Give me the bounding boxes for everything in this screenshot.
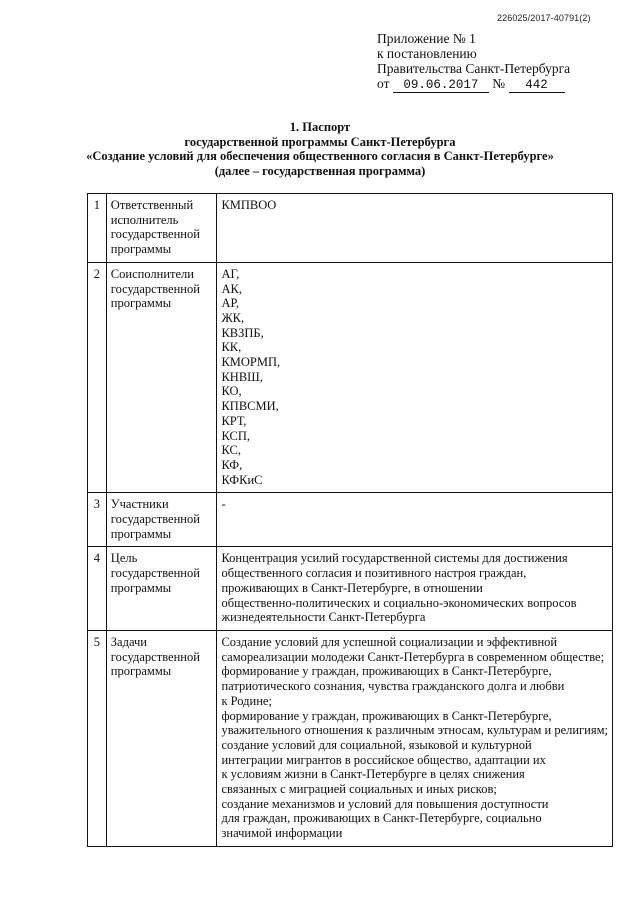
field-value-line: КФ,: [221, 457, 243, 472]
field-name-line: государственной: [110, 566, 200, 581]
title-line-3: «Создание условий для обеспечения общественного согласия в Санкт-Петербурге»: [86, 149, 554, 163]
table-row: [88, 630, 613, 846]
field-value-line: Создание условий для успешной социализации и эффективной: [221, 634, 558, 649]
title-line-2: государственной программы Санкт-Петербурга: [184, 134, 456, 149]
field-value-line: КСП,: [221, 428, 250, 443]
field-value-line: связанных с миграцией социальных и иных рисков;: [221, 782, 497, 797]
row-field-value: [217, 493, 613, 547]
appendix-line-3: Правительства Санкт-Петербурга: [377, 61, 571, 76]
appendix-line-2: к постановлению: [377, 46, 477, 61]
field-value-line: КНВШ,: [221, 369, 263, 384]
row-field-value: [217, 194, 613, 263]
field-name-line: программы: [110, 296, 172, 311]
row-number: 1: [88, 194, 107, 263]
field-name-line: государственной: [110, 649, 200, 664]
field-value-line: -: [221, 497, 226, 512]
appendix-date-line: [377, 76, 570, 93]
field-value-line: формирование у граждан, проживающих в Санкт-Петербурге,: [221, 664, 552, 679]
field-name-line: исполнитель: [110, 212, 179, 227]
field-name-line: государственной: [110, 512, 200, 527]
row-field-name: [106, 493, 217, 547]
row-number: 3: [88, 493, 107, 547]
field-value-line: самореализации молодежи Санкт-Петербурга в современном обществе;: [221, 649, 605, 664]
field-value-line: АР,: [221, 296, 239, 311]
field-value-line: АК,: [221, 281, 242, 296]
field-name-line: программы: [110, 526, 172, 541]
field-value-line: КМОРМП,: [221, 355, 281, 370]
field-name-line: Участники: [110, 497, 169, 512]
passport-table: [87, 193, 613, 847]
field-value-line: КРТ,: [221, 413, 247, 428]
field-value-line: КФКиС: [221, 472, 263, 487]
field-value-line: общественного согласия и позитивного настроя граждан,: [221, 566, 527, 581]
field-name-line: Ответственный: [110, 198, 194, 212]
field-value-line: интеграции мигрантов в российское общество, адаптации их: [221, 752, 546, 767]
field-value-line: патриотического сознания, чувства гражданского долга и любви: [221, 679, 565, 694]
appendix-header: [377, 31, 570, 93]
field-value-line: ЖК,: [221, 310, 245, 325]
passport-table-body: [88, 194, 613, 847]
row-field-value: [217, 630, 613, 846]
row-number: 2: [88, 262, 107, 493]
field-name-line: Соисполнители: [110, 266, 194, 281]
number-label: №: [492, 76, 506, 91]
field-value-line: формирование у граждан, проживающих в Санкт-Петербурге,: [221, 708, 552, 723]
field-value-line: значимой информации: [221, 826, 343, 841]
appendix-line-1: Приложение № 1: [377, 31, 476, 46]
field-name-line: Цель: [110, 551, 138, 566]
row-field-value: [217, 547, 613, 631]
field-value-line: общественно-политических и социально-экономических вопросов: [221, 595, 577, 610]
from-label: от: [377, 76, 390, 91]
field-name-line: программы: [110, 580, 172, 595]
field-value-line: уважительного отношения к различным этносам, культурам и религиям;: [221, 723, 608, 738]
field-name-line: государственной: [110, 227, 200, 242]
row-number: 4: [88, 547, 107, 631]
row-number: 5: [88, 630, 107, 846]
field-value-line: КО,: [221, 384, 242, 399]
field-name-line: программы: [110, 242, 172, 257]
field-value-line: для граждан, проживающих в Санкт-Петербурге, социально: [221, 811, 542, 826]
field-value-line: создание механизмов и условий для повышения доступности: [221, 796, 549, 811]
field-value-line: проживающих в Санкт-Петербурге, в отношении: [221, 580, 483, 595]
field-value-line: создание условий для социальной, языковой и культурной: [221, 737, 532, 752]
row-field-name: [106, 547, 217, 631]
field-value-line: жизнедеятельности Санкт-Петербурга: [221, 610, 426, 625]
field-value-line: Концентрация усилий государственной системы для достижения: [221, 551, 568, 566]
table-row: [88, 262, 613, 493]
field-value-line: к Родине;: [221, 693, 272, 708]
decree-number: 442: [509, 79, 565, 93]
decree-date: 09.06.2017: [393, 79, 489, 93]
title-line-4: (далее – государственная программа): [214, 163, 426, 178]
field-value-line: КПВСМИ,: [221, 399, 279, 414]
document-id: 226025/2017-40791(2): [497, 13, 591, 23]
table-row: [88, 547, 613, 631]
field-value-line: КС,: [221, 443, 241, 458]
row-field-value: [217, 262, 613, 493]
field-name-line: Задачи: [110, 634, 147, 649]
field-name-line: государственной: [110, 281, 200, 296]
table-row: [88, 194, 613, 263]
row-field-name: [106, 262, 217, 493]
table-row: [88, 493, 613, 547]
field-value-line: КК,: [221, 340, 242, 355]
title-line-1: 1. Паспорт: [289, 120, 351, 134]
row-field-name: [106, 630, 217, 846]
passport-title: [0, 120, 640, 178]
field-value-line: КМПВОО: [221, 198, 277, 212]
field-value-line: КВЗПБ,: [221, 325, 264, 340]
field-value-line: АГ,: [221, 266, 240, 281]
field-name-line: программы: [110, 664, 172, 679]
field-value-line: к условиям жизни в Санкт-Петербурге в целях снижения: [221, 767, 525, 782]
row-field-name: [106, 194, 217, 263]
